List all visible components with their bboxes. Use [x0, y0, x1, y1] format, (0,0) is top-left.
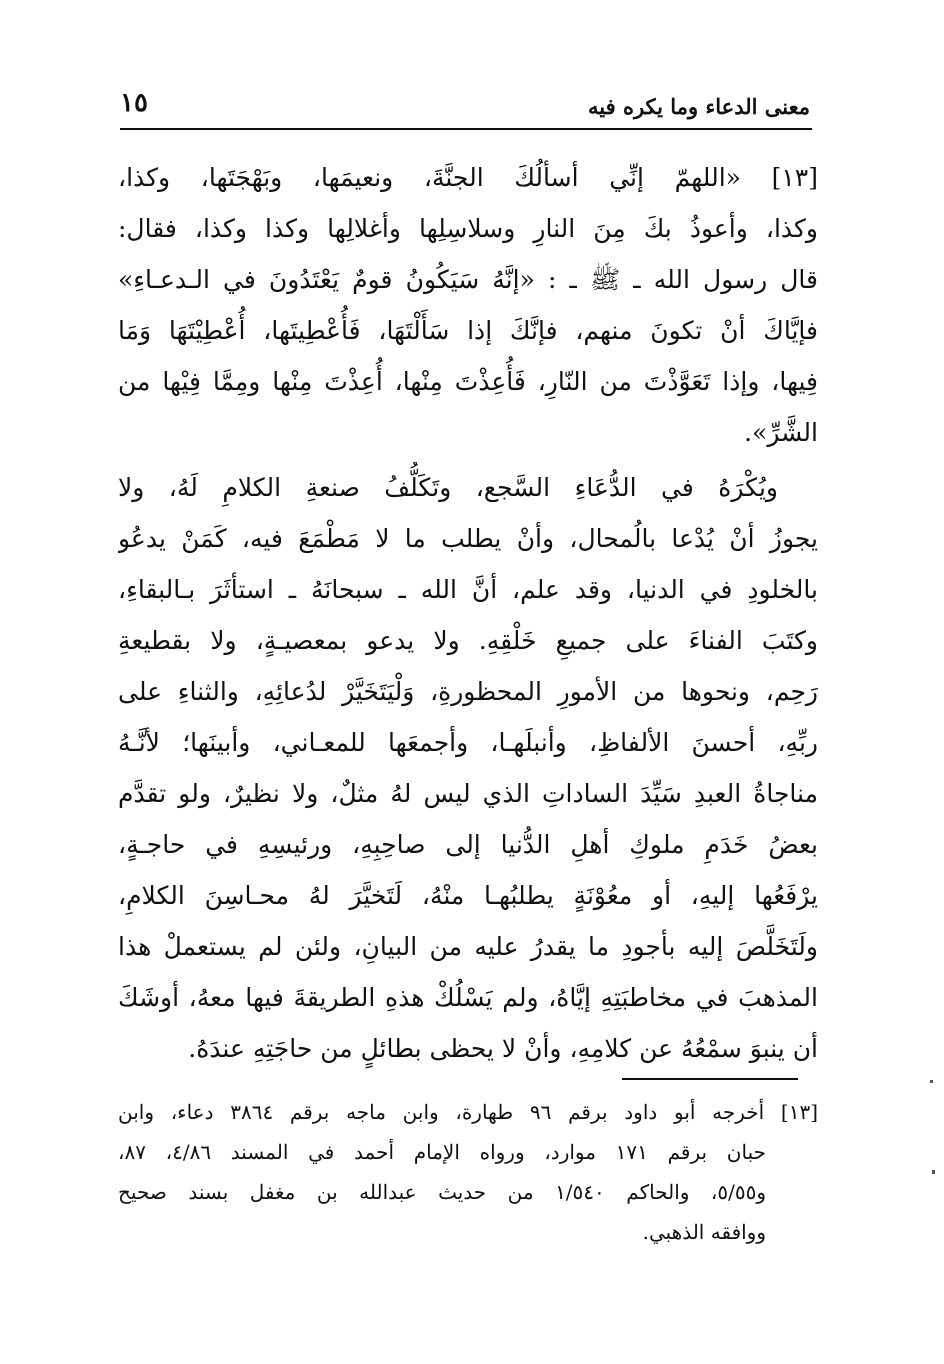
text-line: المذهبَ في مخاطبَتِهِ إيَّاهُ، ولم يَسْلُكْ هذهِ الطريقةَ فيها معهُ، أوشَكَ [118, 983, 818, 1012]
scan-specks [920, 1060, 940, 1180]
footnote-line: [١٣] أخرجه أبو داود برقم ٩٦ طهارة، وابن ماجه برقم ٣٨٦٤ دعاء، وابن [118, 1100, 818, 1124]
text-line: فإيَّاكَ أنْ تكونَ منهم، فإنَّكَ إذا سَأَلْتَهَا، فَأُعْطِيتَها، أُعْطِيْتَهَا وَمَا [118, 316, 818, 345]
page-header [120, 86, 810, 126]
text-line: ولَتَخَلَّصَ إليه بأجودِ ما يقدرُ عليه من البيانِ، ولئن لم يستعملْ هذا [118, 932, 818, 961]
text-line: وكذا، وأعوذُ بكَ مِنَ النارِ وسلاسِلِها وأغلالِها وكذا وكذا، فقال: [118, 214, 818, 243]
footnote-line: و٥/٥٥، والحاكم ١/٥٤٠ من حديث عبدالله بن مغفل بسند صحيح [118, 1180, 766, 1204]
text-line: [١٣] «اللهمّ إنِّي أسألُكَ الجنَّةَ، ونعيمَها، وبَهْجَتَها، وكذا، [118, 163, 818, 192]
text-line: ويُكْرَهُ في الدُّعَاءِ السَّجع، وتَكَلُّفُ صنعةِ الكلامِ لَهُ، ولا [118, 473, 778, 502]
text-line: الشَّرِّ». [744, 418, 818, 447]
text-line: يرْفَعُها إليهِ، أو معُوْنَةٍ يطلبُهـا منْهُ، لَتَخيَّرَ لهُ محـاسِنَ الكلامِ، [118, 881, 818, 910]
footnote-line: ووافقه الذهبي. [642, 1220, 766, 1244]
text-line: يجوزُ أنْ يُدْعا بالُمحال، وأنْ يطلب ما لا مَطْمَعَ فيه، كَمَنْ يدعُو [118, 524, 818, 553]
text-line: مناجاةُ العبدِ سَيِّدَ الساداتِ الذي ليس لهُ مثلٌ، ولا نظيرٌ، ولو تقدَّم [118, 779, 818, 808]
page-number: ١٥ [120, 88, 148, 118]
text-line: قال رسول الله ـ ﷺ ـ : «إنَّهُ سَيَكُونُ قومٌ يَعْتَدُونَ في الـدعـاءِ» [118, 265, 818, 294]
body-paragraph [118, 462, 818, 1074]
text-line: بالخلودِ في الدنيا، وقد علم، أنَّ الله ـ سبحانَهُ ـ استأثَرَ بـالبقاءِ، [118, 575, 818, 604]
hadith-paragraph [118, 152, 818, 458]
text-line: وكتَبَ الفناءَ على جميعِ خَلْقِهِ. ولا يدعو بمعصيـةٍ، ولا بقطيعةِ [118, 626, 818, 655]
text-line: أن ينبوَ سمْعُهُ عن كلامِهِ، وأنْ لا يحظى بطائلٍ من حاجَتِهِ عندَهُ. [188, 1034, 818, 1063]
running-title: معنى الدعاء وما يكره فيه [588, 94, 810, 119]
footnote [118, 1092, 818, 1252]
text-line: رَحِم، ونحوها من الأمورِ المحظورةِ، وَلْيَتَخَيَّرْ لدُعائِهِ، والثناءِ على [118, 677, 818, 706]
text-line: بعضُ خَدَمِ ملوكِ أهلِ الدُّنيا إلى صاحِبِهِ، ورئيسِهِ في حاجـةٍ، [118, 830, 818, 859]
footnote-line: حبان برقم ١٧١ موارد، ورواه الإمام أحمد في المسند ٤/٨٦، ٨٧، [118, 1140, 766, 1164]
text-line: ربِّهِ، أحسنَ الألفاظِ، وأنبلَهـا، وأجمعَها للمعـاني، وأبينَها؛ لأنَّـهُ [118, 728, 818, 757]
text-line: فِيها، وإذا تَعَوَّذْتَ من النّارِ، فَأُعِذْتَ مِنْها، أُعِذْتَ مِنْها ومِمَّا فِيْها من [118, 367, 818, 396]
footnote-rule [622, 1078, 798, 1080]
header-rule [120, 128, 812, 130]
